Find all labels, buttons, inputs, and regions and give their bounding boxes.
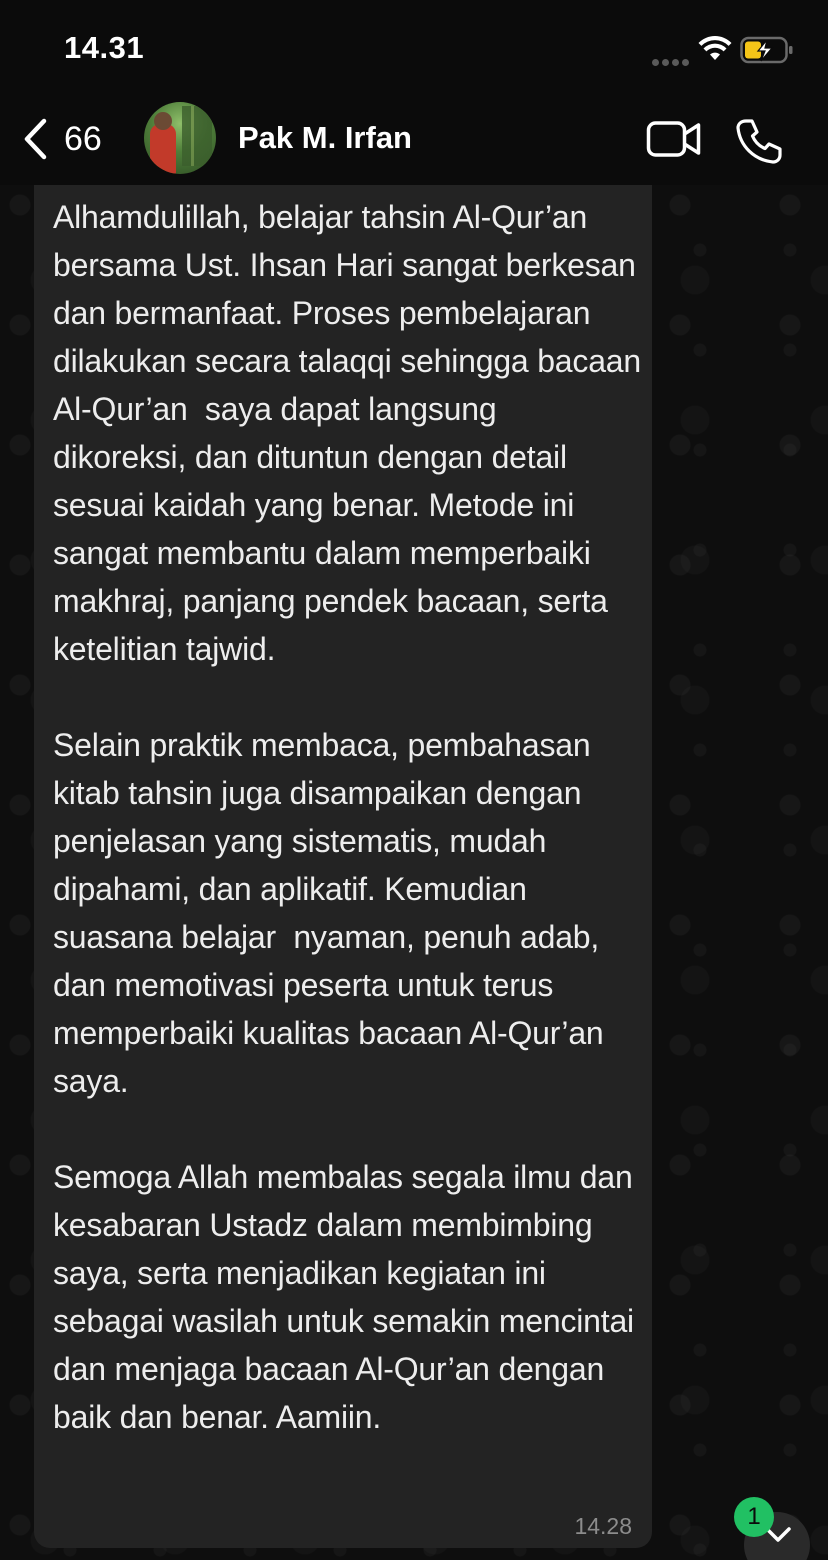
avatar-figure: [150, 124, 176, 174]
battery-charging-icon: [740, 36, 794, 64]
status-time: 14.31: [64, 30, 145, 65]
contact-name[interactable]: Pak M. Irfan: [238, 120, 412, 155]
message-bubble[interactable]: [34, 185, 652, 1548]
status-bar: [0, 0, 828, 96]
wifi-icon: [698, 36, 732, 62]
avatar-head: [154, 112, 172, 130]
unread-message-badge[interactable]: 1: [734, 1497, 774, 1537]
chat-header: [0, 96, 828, 185]
avatar-background: [182, 106, 212, 166]
message-timestamp: 14.28: [574, 1513, 632, 1539]
video-camera-icon[interactable]: [646, 120, 702, 158]
cellular-signal-icon: [652, 53, 692, 59]
unread-chats-count: 66: [64, 119, 102, 158]
contact-avatar[interactable]: [144, 102, 216, 174]
chevron-left-icon: [22, 118, 48, 160]
phone-icon[interactable]: [736, 118, 782, 164]
back-button[interactable]: [22, 114, 102, 164]
message-text: Alhamdulillah, belajar tahsin Al-Qur’an bersama Ust. Ihsan Hari sangat berkesan dan bermanfaat. Proses pembelajaran dilakukan secara talaqqi sehingga bacaan Al-Qur’an saya dapat langsung dikoreksi, dan dituntun dengan detail sesuai kaidah yang benar. Metode ini sangat membantu dalam memperbaiki makhraj, panjang pendek bacaan, serta ketelitian tajwid. Selain praktik membaca, pembahasan kitab tahsin juga disampaikan dengan penjelasan yang sistematis, mudah dipahami, dan aplikatif. Kemudian suasana belajar nyaman, penuh adab, dan memotivasi peserta untuk terus memperbaiki kualitas bacaan Al-Qur’an saya. Semoga Allah membalas segala ilmu dan kesabaran Ustadz dalam membimbing saya, serta menjadikan kegiatan ini sebagai wasilah untuk semakin mencintai dan menjaga bacaan Al-Qur’an dengan baik dan benar. Aamiin.: [53, 199, 641, 1435]
